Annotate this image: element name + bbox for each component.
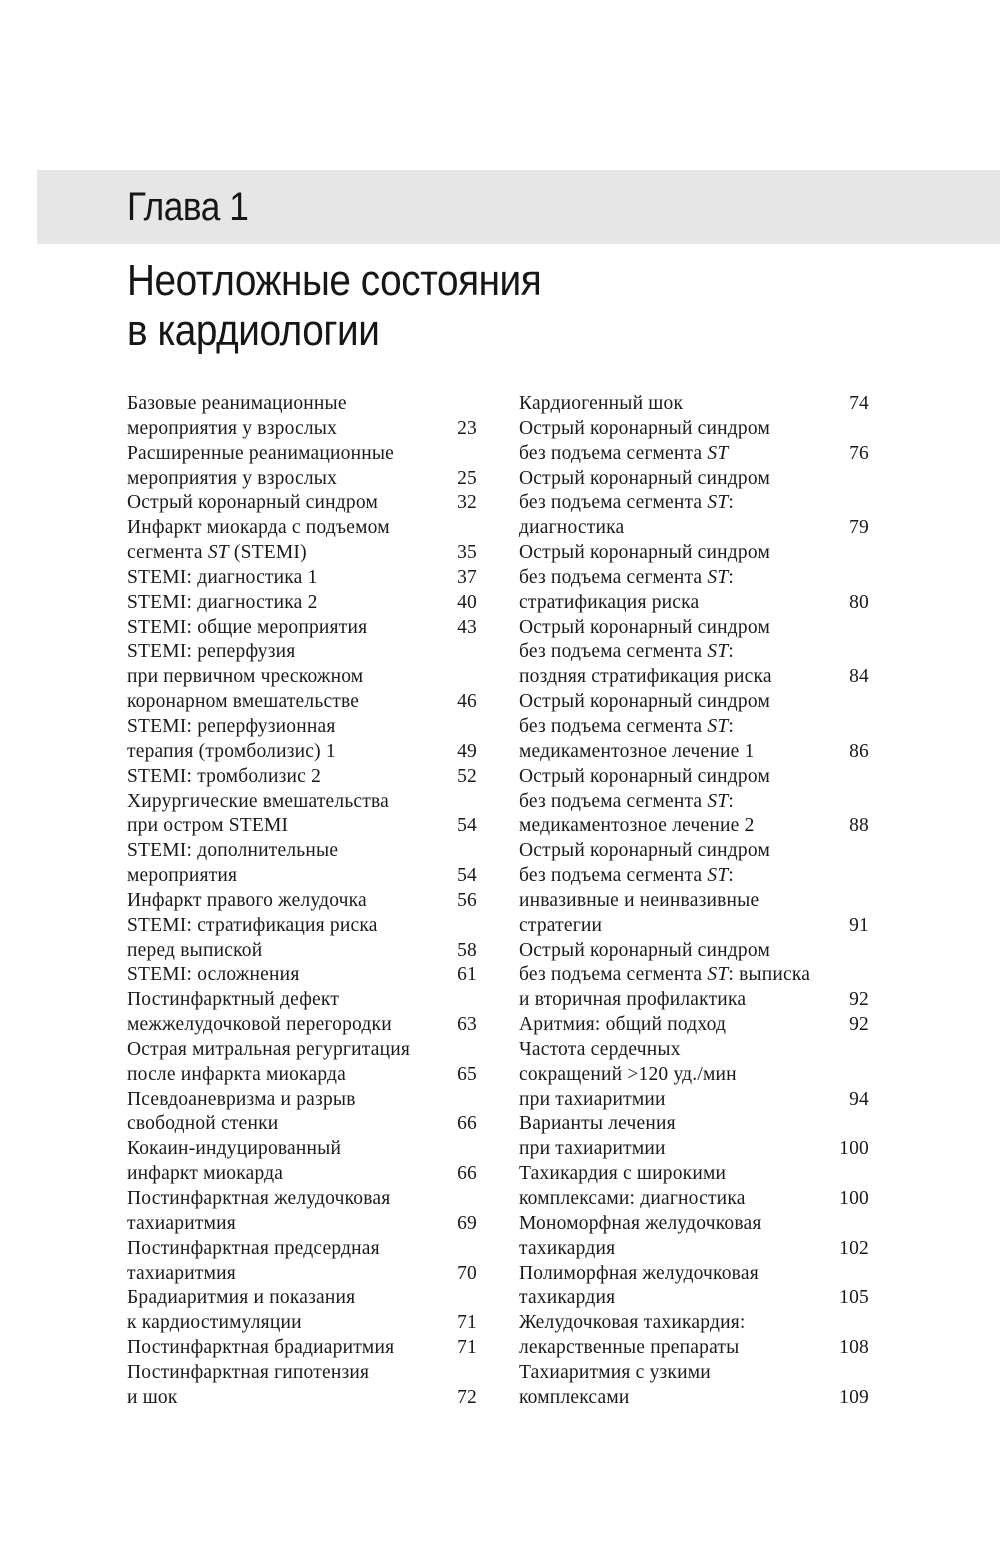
toc-page-number: 25	[457, 467, 477, 489]
toc-entry-line: STEMI: тромболизис 2	[127, 765, 322, 787]
chapter-title-line: Неотложные состояния	[127, 256, 542, 305]
toc-entry-line: тахиаритмия	[127, 1262, 236, 1284]
toc-entry-line: сокращений >120 уд./мин	[519, 1063, 737, 1085]
toc-entry-line: тахиаритмия	[127, 1212, 236, 1234]
toc-entry-line: Тахикардия с широкими	[519, 1163, 727, 1185]
toc-entry-line: STEMI: реперфузия	[127, 641, 296, 663]
toc-entry-line: Постинфарктная предсердная	[127, 1237, 380, 1259]
toc-entry	[127, 640, 477, 715]
toc-entry-line: Кардиогенный шок	[519, 393, 684, 414]
toc-page-number: 54	[457, 815, 477, 837]
toc-page-number: 105	[839, 1287, 869, 1309]
toc-entry-line: комплексами: диагностика	[519, 1188, 746, 1209]
toc-entry-line: STEMI: диагностика 1	[127, 566, 318, 588]
toc-entry-line: и шок	[127, 1386, 178, 1408]
toc-entry-line: Полиморфная желудочковая	[519, 1262, 759, 1284]
toc-entry-line: медикаментозное лечение 2	[519, 815, 755, 837]
toc-page-number: 91	[849, 914, 869, 936]
toc-page-number: 63	[457, 1014, 477, 1036]
toc-page-number: 70	[457, 1262, 477, 1284]
toc-entry	[127, 616, 477, 641]
toc-entry	[127, 1187, 477, 1237]
toc-entry	[519, 1361, 869, 1411]
toc-entry-line: стратегии	[519, 914, 603, 936]
toc-entry-line: Варианты лечения	[519, 1113, 676, 1135]
toc-entry	[127, 1038, 477, 1088]
toc-entry-line: Острый коронарный синдром	[519, 616, 770, 638]
toc-entry-line: без подъема сегмента ST:	[519, 492, 734, 514]
toc-entry-line: STEMI: осложнения	[127, 964, 300, 986]
toc-entry-line: STEMI: диагностика 2	[127, 591, 318, 613]
toc-page-number: 54	[457, 865, 477, 887]
toc-entry	[519, 765, 869, 840]
toc-entry-line: межжелудочковой перегородки	[127, 1014, 392, 1036]
toc-page-number: 100	[839, 1188, 869, 1209]
toc-entry-line: диагностика	[519, 517, 625, 539]
toc-entry-line: комплексами	[519, 1386, 630, 1408]
toc-page-number: 109	[839, 1386, 869, 1408]
toc-entry-line: терапия (тромболизис) 1	[127, 740, 336, 762]
toc-entry	[127, 1137, 477, 1187]
toc-page-number: 84	[849, 666, 869, 688]
toc-page-number: 86	[849, 740, 869, 762]
toc-entry	[519, 1262, 869, 1312]
toc-entry-line: при тахиаритмии	[519, 1138, 666, 1160]
toc-entry-line: Желудочковая тахикардия:	[519, 1312, 746, 1334]
toc-entry-line: STEMI: реперфузионная	[127, 715, 336, 737]
toc-page-number: 108	[839, 1337, 869, 1359]
toc-entry-line: сегмента ST (STEMI)	[127, 542, 307, 564]
toc-entry-line: без подъема сегмента ST: выписка	[519, 964, 811, 986]
toc-page-number: 43	[457, 616, 477, 638]
toc-entry-line: Псевдоаневризма и разрыв	[127, 1088, 356, 1110]
toc-entry	[519, 1013, 869, 1038]
toc-page-number: 100	[839, 1138, 869, 1160]
toc-page-number: 72	[457, 1386, 477, 1408]
toc-page-number: 80	[849, 591, 869, 613]
toc-entry	[519, 1038, 869, 1113]
toc-page-number: 46	[457, 691, 477, 713]
toc-page-number: 74	[849, 393, 869, 414]
toc-page-number: 61	[457, 964, 477, 986]
toc-entry	[519, 1212, 869, 1262]
toc-entry	[127, 591, 477, 616]
toc-entry-line: тахикардия	[519, 1237, 616, 1259]
toc-entry-line: Острый коронарный синдром	[519, 467, 770, 489]
toc-entry-line: Базовые реанимационные	[127, 393, 347, 414]
toc-page-number: 56	[457, 889, 477, 911]
toc-entry-line: Брадиаритмия и показания	[127, 1287, 356, 1309]
toc-entry-line: Острый коронарный синдром	[519, 939, 770, 961]
toc-page-number: 66	[457, 1163, 477, 1185]
toc-entry-line: коронарном вмешательстве	[127, 691, 360, 713]
toc-entry	[127, 1361, 477, 1411]
toc-page-number: 32	[457, 492, 477, 514]
toc-page-number: 58	[457, 939, 477, 961]
toc-page-number: 92	[849, 989, 869, 1011]
toc-page-number: 69	[457, 1212, 477, 1234]
toc-entry-line: Острый коронарный синдром	[519, 417, 770, 439]
toc-entry-line: при тахиаритмии	[519, 1088, 666, 1110]
toc-entry-line: тахикардия	[519, 1287, 616, 1309]
toc-entry-line: мероприятия	[127, 865, 238, 887]
toc-page-number: 49	[457, 740, 477, 762]
toc-entry-line: Постинфарктная брадиаритмия	[127, 1337, 395, 1359]
toc-page-number: 76	[849, 442, 869, 464]
toc-entry-line: поздняя стратификация риска	[519, 666, 772, 688]
toc-entry-line: STEMI: стратификация риска	[127, 914, 378, 936]
toc-page-number: 40	[457, 591, 477, 613]
toc-entry-line: Острый коронарный синдром	[519, 765, 770, 787]
toc-entry-line: мероприятия у взрослых	[127, 417, 338, 439]
toc-entry	[127, 1336, 477, 1361]
toc-page-number: 71	[457, 1337, 477, 1359]
toc-entry-line: Постинфарктная желудочковая	[127, 1188, 391, 1209]
toc-page-number: 79	[849, 517, 869, 539]
toc-entry-line: Частота сердечных	[519, 1038, 681, 1060]
toc-entry	[519, 467, 869, 542]
toc-entry-line: Острая митральная регургитация	[127, 1038, 411, 1060]
toc-entry-line: без подъема сегмента ST	[519, 442, 729, 464]
toc-entry	[519, 690, 869, 765]
chapter-title-line: в кардиологии	[127, 306, 380, 355]
toc-entry-line: после инфаркта миокарда	[127, 1063, 347, 1085]
toc-entry-line: Постинфарктная гипотензия	[127, 1361, 370, 1383]
chapter-title	[127, 256, 541, 356]
toc-entry-line: свободной стенки	[127, 1113, 279, 1135]
toc-entry	[519, 839, 869, 938]
toc-entry	[127, 988, 477, 1038]
toc-entry	[127, 889, 477, 914]
toc-entry-line: Острый коронарный синдром	[127, 492, 378, 514]
toc-entry-line: стратификация риска	[519, 591, 700, 613]
toc-entry-line: Тахиаритмия с узкими	[519, 1361, 711, 1383]
toc-column-left	[127, 392, 477, 1411]
toc-entry	[127, 790, 477, 840]
toc-entry-line: без подъема сегмента ST:	[519, 641, 734, 663]
toc-entry-line: без подъема сегмента ST:	[519, 566, 734, 588]
toc-entry-line: к кардиостимуляции	[127, 1312, 302, 1334]
toc-entry	[127, 1286, 477, 1336]
toc-entry	[519, 392, 869, 417]
toc-entry	[127, 839, 477, 889]
toc-page-number: 92	[849, 1014, 869, 1036]
toc-page-number: 37	[457, 566, 477, 588]
toc-entry	[127, 1088, 477, 1138]
toc-page-number: 52	[457, 765, 477, 787]
toc-entry	[519, 1311, 869, 1361]
toc-column-right	[519, 392, 869, 1411]
toc-entry-line: без подъема сегмента ST:	[519, 790, 734, 812]
toc-entry-line: Расширенные реанимационные	[127, 442, 394, 464]
toc-entry-line: при первичном чрескожном	[127, 666, 364, 688]
toc-entry-line: STEMI: дополнительные	[127, 840, 339, 862]
toc-page-number: 71	[457, 1312, 477, 1334]
toc-entry-line: Мономорфная желудочковая	[519, 1212, 762, 1234]
toc-page-number: 94	[849, 1088, 869, 1110]
toc-entry-line: перед выпиской	[127, 939, 263, 961]
toc-page-number: 35	[457, 542, 477, 564]
toc-entry-line: Инфаркт миокарда с подъемом	[127, 517, 390, 539]
toc-entry-line: мероприятия у взрослых	[127, 467, 338, 489]
toc-entry-line: при остром STEMI	[127, 815, 289, 837]
toc-entry	[127, 963, 477, 988]
toc-entry-line: без подъема сегмента ST:	[519, 715, 734, 737]
toc-entry-line: и вторичная профилактика	[519, 989, 747, 1011]
toc-entry-line: Аритмия: общий подход	[519, 1014, 727, 1036]
toc-entry-line: медикаментозное лечение 1	[519, 740, 755, 762]
toc-entry	[519, 417, 869, 467]
chapter-label: Глава 1	[127, 185, 249, 229]
toc-entry-line: инвазивные и неинвазивные	[519, 889, 760, 911]
toc-page-number: 102	[839, 1237, 869, 1259]
toc-entry-line: лекарственные препараты	[519, 1337, 740, 1359]
toc-entry-line: Инфаркт правого желудочка	[127, 889, 367, 911]
toc-entry	[519, 1162, 869, 1212]
toc-entry	[519, 616, 869, 691]
toc-page-number: 65	[457, 1063, 477, 1085]
toc-entry-line: Постинфарктный дефект	[127, 989, 340, 1011]
toc-page-number: 23	[457, 417, 477, 439]
toc-entry	[519, 541, 869, 616]
toc-entry	[127, 715, 477, 765]
toc-entry	[127, 392, 477, 442]
toc-page-number: 88	[849, 815, 869, 837]
toc-entry	[127, 566, 477, 591]
toc-entry	[519, 939, 869, 1014]
toc-entry-line: Острый коронарный синдром	[519, 542, 770, 564]
toc-entry-line: Острый коронарный синдром	[519, 840, 770, 862]
toc-entry-line: инфаркт миокарда	[127, 1163, 284, 1185]
toc-entry	[519, 1112, 869, 1162]
toc-entry	[127, 765, 477, 790]
toc-page-number: 66	[457, 1113, 477, 1135]
toc-entry-line: Кокаин-индуцированный	[127, 1138, 342, 1160]
toc-entry-line: STEMI: общие мероприятия	[127, 616, 368, 638]
toc-entry	[127, 491, 477, 516]
toc-entry	[127, 442, 477, 492]
toc-entry-line: Острый коронарный синдром	[519, 691, 770, 713]
toc-entry-line: без подъема сегмента ST:	[519, 865, 734, 887]
toc-entry	[127, 914, 477, 964]
toc-entry-line: Хирургические вмешательства	[127, 790, 390, 812]
toc-entry	[127, 516, 477, 566]
toc-entry	[127, 1237, 477, 1287]
